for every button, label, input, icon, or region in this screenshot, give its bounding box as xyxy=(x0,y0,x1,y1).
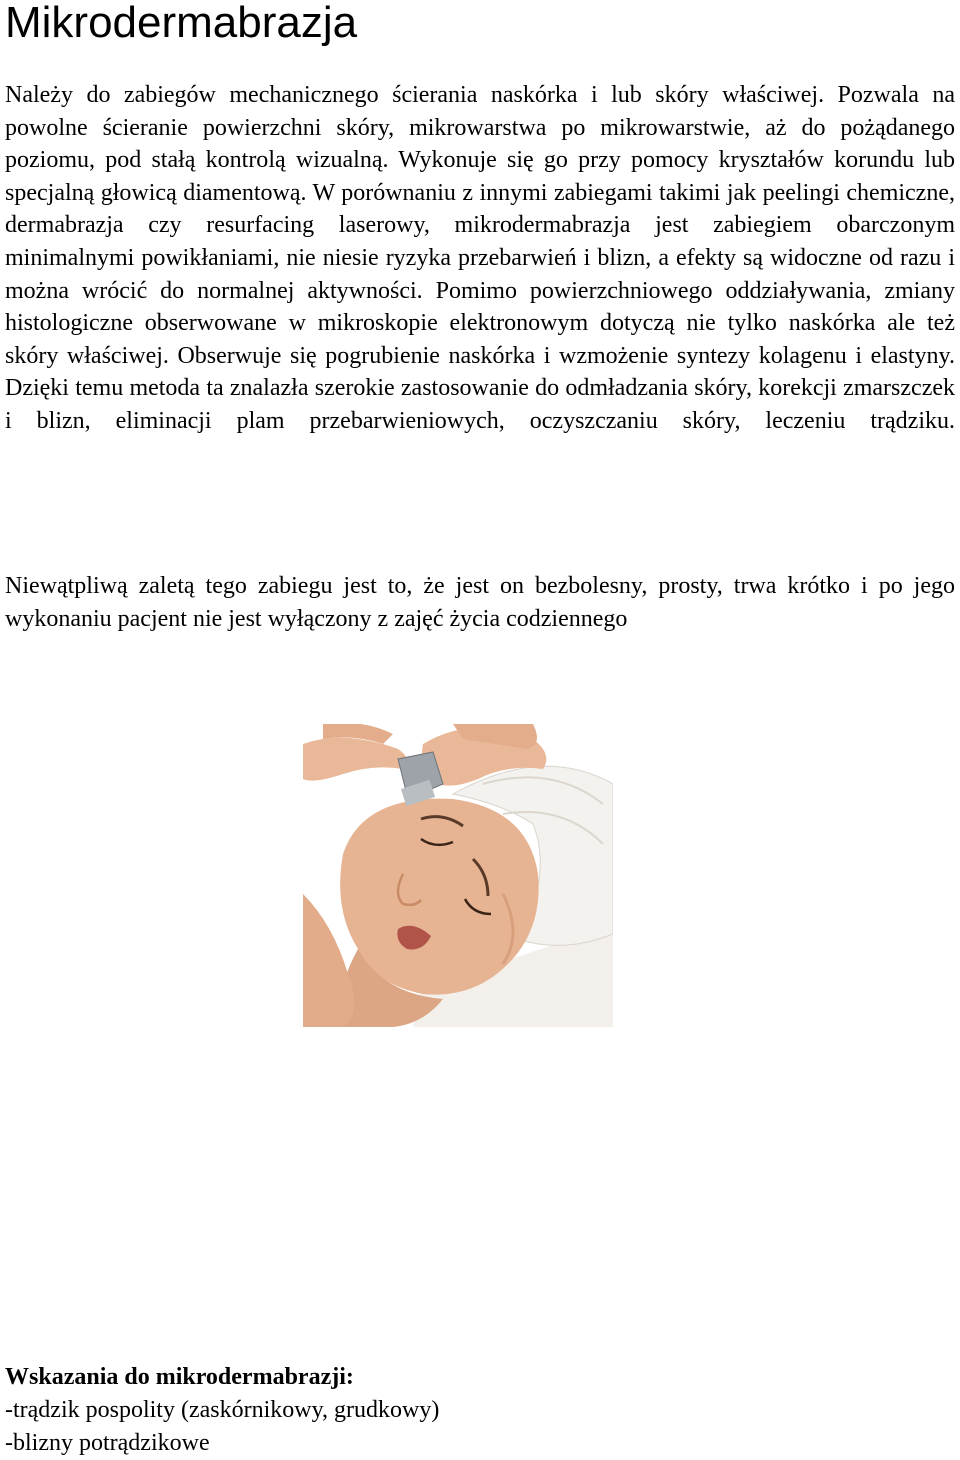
indications-heading: Wskazania do mikrodermabrazji: xyxy=(5,1364,354,1390)
treatment-photo-icon xyxy=(303,724,613,1027)
list-item: -blizny potrądzikowe xyxy=(5,1429,210,1456)
treatment-photo xyxy=(303,724,613,1027)
indications-list xyxy=(5,1394,439,1459)
list-item: -trądzik pospolity (zaskórnikowy, grudkowy) xyxy=(5,1397,440,1423)
paragraph-advantages: Niewątpliwą zaletą tego zabiegu jest to, że jest on bezbolesny, prosty, trwa krótko i po jego wykonaniu pacjent nie jest wyłączony z zajęć życia codziennego xyxy=(5,573,955,632)
page-title: Mikrodermabrazja xyxy=(5,0,358,47)
paragraph-intro: Należy do zabiegów mechanicznego ścierania naskórka i lub skóry właściwej. Pozwala na powolne ścieranie powierzchni skóry, mikrowarstwa po mikrowarstwie, aż do pożądanego poziomu, pod stałą kontrolą wizualną. Wykonuje się go przy pomocy kryształów korundu lub specjalną głowicą diamentową. W porównaniu z innymi zabiegami takimi jak peelingi chemiczne, dermabrazja czy resurfacing laserowy, mikrodermabrazja jest zabiegiem obarczonym minimalnymi powikłaniami, nie niesie ryzyka przebarwień i blizn, a efekty są widoczne od razu i można wrócić do normalnej aktywności. Pomimo powierzchniowego oddziaływania, zmiany histologiczne obserwowane w mikroskopie elektronowym dotyczą nie tylko naskórka ale też skóry właściwej. Obserwuje się pogrubienie naskórka i wzmożenie syntezy kolagenu i elastyny. Dzięki temu metoda ta znalazła szerokie zastosowanie do odmładzania skóry, korekcji zmarszczek i blizn, eliminacji plam przebarwieniowych, oczyszczaniu skóry, leczeniu trądziku. xyxy=(5,82,955,434)
